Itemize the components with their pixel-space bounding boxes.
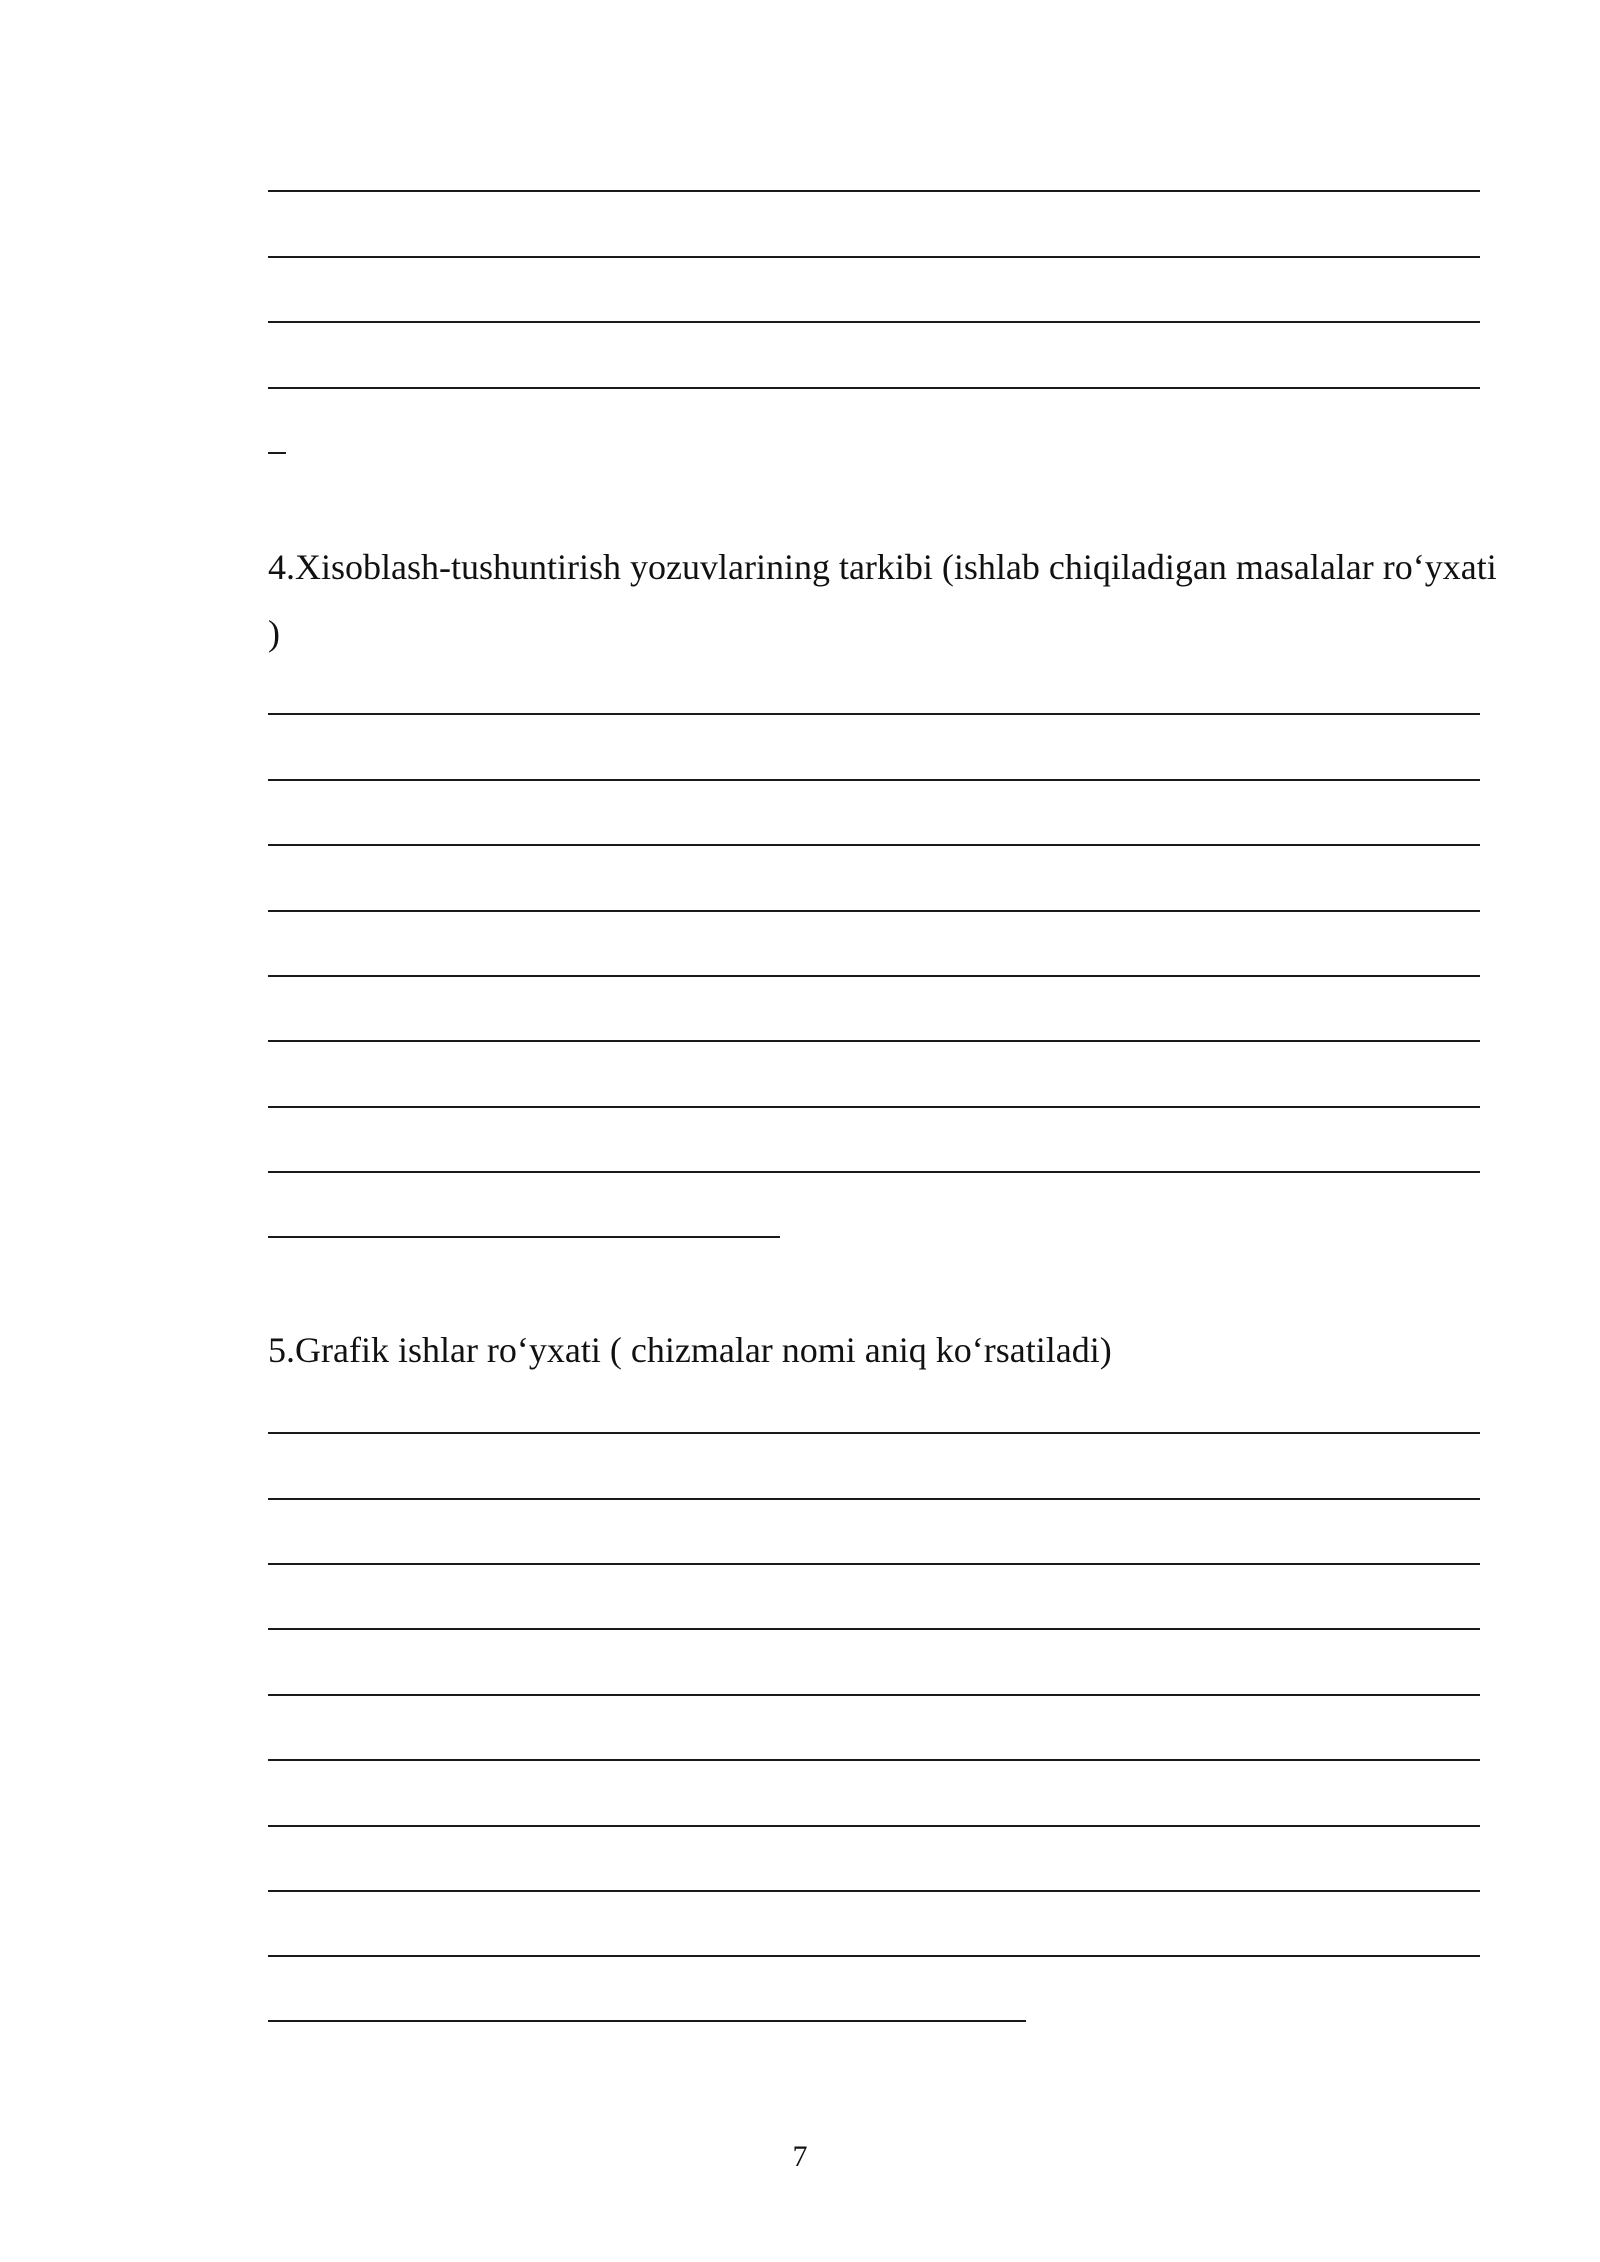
blank-line	[268, 387, 1480, 389]
blank-line	[268, 321, 1480, 323]
blank-line	[268, 1694, 1480, 1696]
blank-line	[268, 1628, 1480, 1630]
blank-line-short	[268, 1236, 780, 1238]
blank-line	[268, 1563, 1480, 1565]
blank-line	[268, 1955, 1480, 1957]
blank-line	[268, 1106, 1480, 1108]
blank-line	[268, 1498, 1480, 1500]
section-4-heading: 4.Xisoblash-tushuntirish yozuvlarining tarkibi (ishlab chiqiladigan masalalar ro‘yxati )	[268, 547, 1497, 653]
blank-line	[268, 1040, 1480, 1042]
blank-line	[268, 910, 1480, 912]
blank-line	[268, 1825, 1480, 1827]
short-dash	[268, 452, 286, 454]
blank-line	[268, 190, 1480, 192]
blank-line	[268, 1759, 1480, 1761]
blank-line	[268, 713, 1480, 715]
blank-line	[268, 779, 1480, 781]
blank-line	[268, 975, 1480, 977]
blank-line	[268, 844, 1480, 846]
blank-line	[268, 1171, 1480, 1173]
page-number: 7	[792, 2140, 808, 2173]
blank-line	[268, 1890, 1480, 1892]
section-5-heading: 5.Grafik ishlar ro‘yxati ( chizmalar nomi aniq ko‘rsatiladi)	[268, 1330, 1112, 1370]
blank-line-short	[268, 2020, 1026, 2022]
blank-line	[268, 256, 1480, 258]
blank-line	[268, 1432, 1480, 1434]
